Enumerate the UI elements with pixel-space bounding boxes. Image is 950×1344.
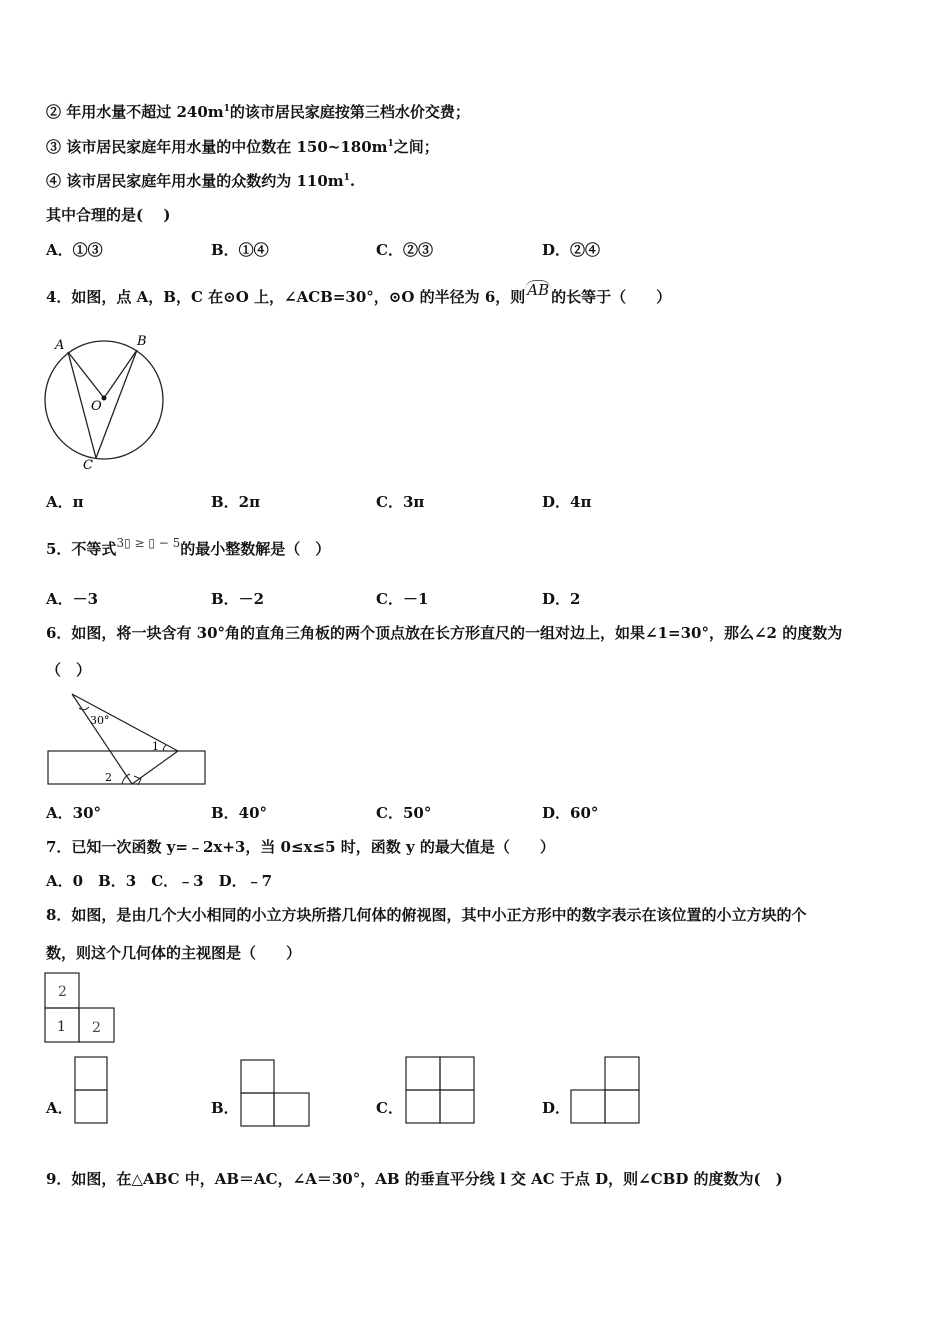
statement-4-text: ④ 该市居民家庭年用水量的众数约为 110m [46, 172, 344, 190]
q4-option-d[interactable]: D．4π [542, 493, 592, 511]
q6-options [46, 802, 746, 824]
q4-label-o: O [91, 399, 102, 414]
statement-3 [46, 136, 439, 157]
q6-option-d[interactable]: D．60° [542, 804, 599, 822]
q6-stem-line1: 6．如图，将一块含有 30°角的直角三角板的两个顶点放在长方形直尺的一组对边上，如果∠1=30°，那么∠2 的度数为 [46, 624, 843, 642]
q4-stem [46, 281, 672, 307]
q6-label-30: 30° [90, 714, 110, 727]
q6-ruler [48, 751, 205, 784]
q8-stem-line1: 8．如图，是由几个大小相同的小立方块所搭几何体的俯视图，其中小正方形中的数字表示在该位置的小立方块的个 [46, 906, 807, 924]
q8-c-square-top-right [440, 1057, 474, 1090]
q7-stem: 7．已知一次函数 y=﹣2x+3，当 0≤x≤5 时，函数 y 的最大值是（ ） [46, 838, 555, 856]
q5-option-d[interactable]: D．2 [542, 590, 581, 608]
statement-2 [46, 101, 470, 122]
q8-option-b[interactable]: B． [211, 1099, 239, 1117]
q5-stem-pre: 5．不等式 [46, 540, 117, 558]
q8-top-view-grid [44, 972, 118, 1044]
q8-c-square-top-left [406, 1057, 440, 1090]
q4-arc-symbol: AB [527, 281, 550, 299]
q4-option-c[interactable]: C．3π [376, 493, 425, 511]
q6-ruler-figure [44, 690, 209, 790]
q8-b-square-bottom-left [241, 1093, 274, 1126]
q7-options[interactable]: A．0 B．3 C．﹣3 D．﹣7 [46, 872, 273, 890]
q5-option-a[interactable]: A．－3 [46, 590, 99, 608]
q4-label-b: B [137, 334, 147, 349]
q6-label-1: 1 [152, 740, 159, 753]
q4-stem-pre: 4．如图，点 A，B，C 在⊙O 上，∠ACB=30°，⊙O 的半径为 6，则 [46, 288, 526, 306]
q3-option-b[interactable]: B．①④ [211, 241, 269, 259]
q8-grid-num-top: 2 [58, 984, 67, 1000]
q8-option-a-view[interactable] [74, 1056, 110, 1126]
q5-option-b[interactable]: B．－2 [211, 590, 265, 608]
q5-stem [46, 538, 330, 559]
q8-a-square-top [75, 1057, 107, 1090]
q8-a-square-bottom [75, 1090, 107, 1123]
q5-options [46, 588, 746, 610]
statement-4-tail: . [349, 172, 356, 190]
q6-label-2: 2 [105, 771, 112, 784]
q4-center-dot [102, 396, 107, 401]
q8-grid-num-bottom-left: 1 [57, 1019, 66, 1035]
statement-4 [46, 170, 355, 191]
q8-option-b-view[interactable] [240, 1059, 312, 1129]
q3-options [46, 239, 746, 261]
statement-3-sup: 1 [387, 139, 394, 149]
q8-d-square-bottom-right [605, 1090, 639, 1123]
q6-option-c[interactable]: C．50° [376, 804, 432, 822]
q3-option-a[interactable]: A．①③ [46, 241, 103, 259]
statement-3-text: ③ 该市居民家庭年用水量的中位数在 150~180m [46, 138, 388, 156]
q8-b-square-bottom-right [274, 1093, 309, 1126]
statement-3-tail: 之间； [393, 138, 439, 156]
q4-stem-post: 的长等于（ ） [551, 288, 672, 306]
q8-option-c[interactable]: C． [376, 1099, 403, 1117]
statement-4-sup: 1 [343, 173, 350, 183]
q4-label-a: A [55, 338, 65, 353]
q6-option-a[interactable]: A．30° [46, 804, 102, 822]
q4-label-c: C [83, 458, 93, 473]
statement-2-sup: 1 [223, 104, 230, 114]
q8-option-c-view[interactable] [405, 1056, 477, 1126]
q8-option-d[interactable]: D． [542, 1099, 571, 1117]
q8-d-square-top [605, 1057, 639, 1090]
q4-option-a[interactable]: A．π [46, 493, 84, 511]
statement-2-tail: 的该市居民家庭按第三档水价交费； [229, 103, 470, 121]
q9-stem: 9．如图，在△ABC 中，AB＝AC，∠A＝30°，AB 的垂直平分线 l 交 AC 于点 D，则∠CBD 的度数为( ) [46, 1170, 783, 1188]
q4-circle-figure [44, 330, 169, 475]
q8-option-d-view[interactable] [570, 1056, 642, 1126]
q3-option-d[interactable]: D．②④ [542, 241, 601, 259]
q6-option-b[interactable]: B．40° [211, 804, 268, 822]
q6-triangle-side-hyp [72, 694, 178, 751]
q3-option-c[interactable]: C．②③ [376, 241, 433, 259]
q5-formula: 3▯ ≥ ▯ − 5 [116, 536, 181, 550]
q8-c-square-bottom-right [440, 1090, 474, 1123]
q5-stem-post: 的最小整数解是（ ） [180, 540, 331, 558]
q4-option-b[interactable]: B．2π [211, 493, 261, 511]
q8-grid-num-bottom-right: 2 [92, 1020, 101, 1036]
q8-stem-line2: 数，则这个几何体的主视图是（ ） [46, 944, 302, 962]
q8-d-square-bottom-left [571, 1090, 605, 1123]
q6-triangle-side-short [132, 751, 178, 784]
q6-triangle-side-long [72, 694, 132, 784]
q6-stem-line2: （ ） [46, 661, 92, 679]
statement-2-text: ② 年用水量不超过 240m [46, 103, 224, 121]
q6-angle1-arc [163, 745, 166, 751]
q8-option-a[interactable]: A． [46, 1099, 73, 1117]
q8-b-square-top [241, 1060, 274, 1093]
q4-options [46, 491, 746, 513]
q3-prompt: 其中合理的是( ) [46, 206, 171, 224]
q8-c-square-bottom-left [406, 1090, 440, 1123]
q5-option-c[interactable]: C．－1 [376, 590, 429, 608]
